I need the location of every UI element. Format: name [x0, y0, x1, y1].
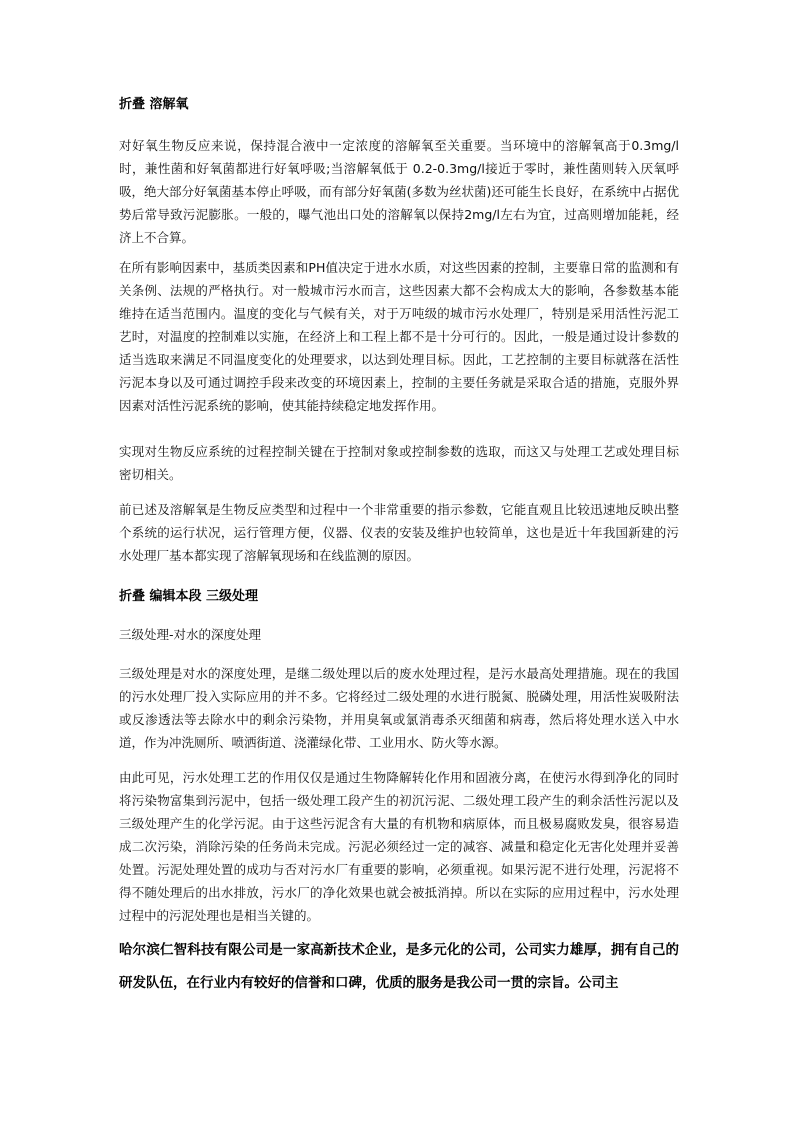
paragraph-dissolved-oxygen-indicator: 前已述及溶解氧是生物反应类型和过程中一个非常重要的指示参数，它能直观且比较迅速地反映出整个系统的运行状况，运行管理方便，仪器、仪表的安装及维护也较简单，这也是近十年我国新建的污水处理厂基本都实现了溶解氧现场和在线监测的原因。	[119, 502, 679, 563]
company-intro: 哈尔滨仁智科技有限公司是一家高新技术企业，是多元化的公司，公司实力雄厚，拥有自己的研发队伍，在行业内有较好的信誉和口碑，优质的服务是我公司一贯的宗旨。公司主	[119, 942, 679, 991]
section-heading-dissolved-oxygen: 折叠 溶解氧	[119, 97, 189, 112]
paragraph-influencing-factors: 在所有影响因素中，基质类因素和PH值决定于进水水质，对这些因素的控制，主要靠日常的监测和有关条例、法规的严格执行。对一般城市污水而言，这些因素大都不会构成太大的影响，各参数基本能维持在适当范围内。温度的变化与气候有关，对于万吨级的城市污水处理厂，特别是采用活性污泥工艺时，对温度的控制难以实施，在经济上和工程上都不是十分可行的。因此，一般是通过设计参数的适当选取来满足不同温度变化的处理要求，以达到处理目标。因此，工艺控制的主要目标就落在活性污泥本身以及可通过调控手段来改变的环境因素上，控制的主要任务就是采取合适的措施，克服外界因素对活性污泥系统的影响，使其能持续稳定地发挥作用。	[119, 260, 679, 413]
paragraph-dissolved-oxygen-intro: 对好氧生物反应来说，保持混合液中一定浓度的溶解氧至关重要。当环境中的溶解氧高于0.3mg/l时，兼性菌和好氧菌都进行好氧呼吸;当溶解氧低于 0.2-0.3mg/l接近于零时，兼性菌则转入厌氧呼吸，绝大部分好氧菌基本停止呼吸，而有部分好氧菌(多数为丝状菌)还可能生长良好，在系统中占据优势后常导致污泥膨胀。一般的，曝气池出口处的溶解氧以保持2mg/l左右为宜，过高则增加能耗，经济上不合算。	[119, 138, 679, 245]
paragraph-sludge-treatment: 由此可见，污水处理工艺的作用仅仅是通过生物降解转化作用和固液分离，在使污水得到净化的同时将污染物富集到污泥中，包括一级处理工段产生的初沉污泥、二级处理工段产生的剩余活性污泥以及三级处理产生的化学污泥。由于这些污泥含有大量的有机物和病原体，而且极易腐败发臭，很容易造成二次污染，消除污染的任务尚未完成。污泥必须经过一定的减容、减量和稳定化无害化处理并妥善处置。污泥处理处置的成功与否对污水厂有重要的影响，必须重视。如果污泥不进行处理，污泥将不得不随处理后的出水排放，污水厂的净化效果也就会被抵消掉。所以在实际的应用过程中，污水处理过程中的污泥处理也是相当关键的。	[119, 770, 679, 923]
subheading-deep-treatment: 三级处理-对水的深度处理	[119, 627, 262, 642]
paragraph-tertiary-treatment: 三级处理是对水的深度处理，是继二级处理以后的废水处理过程，是污水最高处理措施。现在的我国的污水处理厂投入实际应用的并不多。它将经过二级处理的水进行脱氮、脱磷处理，用活性炭吸附法或反渗透法等去除水中的剩余污染物，并用臭氧或氯消毒杀灭细菌和病毒，然后将处理水送入中水道，作为冲洗厕所、喷洒街道、浇灌绿化带、工业用水、防火等水源。	[119, 666, 679, 750]
paragraph-process-control: 实现对生物反应系统的过程控制关键在于控制对象或控制参数的选取，而这又与处理工艺或处理目标密切相关。	[119, 444, 679, 482]
section-heading-tertiary-treatment: 折叠 编辑本段 三级处理	[119, 589, 259, 604]
